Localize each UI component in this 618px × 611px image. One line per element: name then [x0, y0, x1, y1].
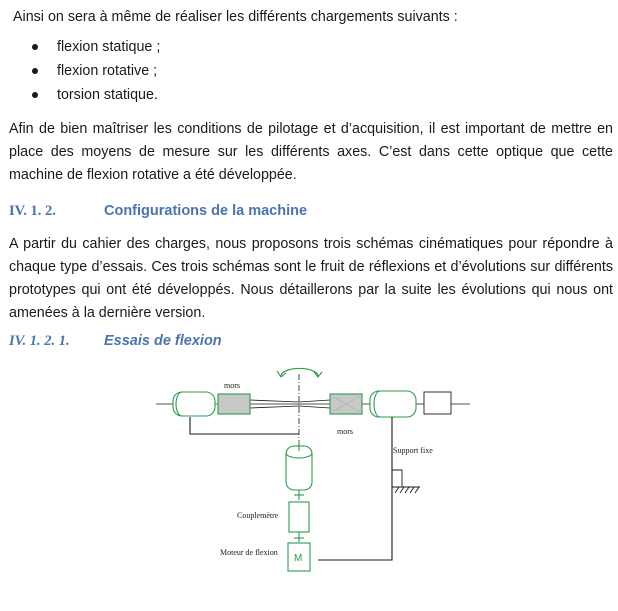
motor-symbol: M — [294, 553, 303, 564]
couplemetre-box — [289, 502, 309, 532]
label-mors-right: mors — [337, 427, 353, 436]
section-number: IV. 1. 2. — [9, 203, 56, 219]
paragraph-configurations: A partir du cahier des charges, nous proposons trois schémas cinématiques pour répondre à chaque type d’essais. Ces trois schémas sont le fruit de réflexions et d’évolutions sur différents prototypes qui ont été développés. Nous détaillerons par la suite les évolutions qui nous ont amenées à la dernière version. — [9, 236, 613, 321]
right-bearing — [370, 391, 416, 417]
section-title: Configurations de la machine — [104, 203, 308, 219]
left-mors — [218, 394, 250, 414]
subsection-heading — [9, 333, 222, 350]
vertical-bearing — [286, 441, 312, 500]
bending-test-diagram — [140, 360, 470, 575]
list-item: flexion rotative ; — [22, 59, 160, 83]
rotation-arrow-icon — [277, 368, 322, 377]
section-heading — [9, 203, 307, 220]
label-support-fixe: Support fixe — [393, 446, 433, 455]
subsection-number: IV. 1. 2. 1. — [9, 333, 70, 349]
label-couplemetre: Couplemètre — [237, 511, 279, 520]
support-fixe-symbol — [392, 470, 420, 493]
intro-text: Ainsi on sera à même de réaliser les différents chargements suivants : — [13, 9, 458, 25]
paragraph-measurement: Afin de bien maîtriser les conditions de pilotage et d’acquisition, il est important de mettre en place des moyens de mesure sur les différents axes. C’est dans cette optique que cette machine de flexion rotative a été développée. — [9, 121, 613, 183]
label-mors-left: mors — [224, 381, 240, 390]
left-bearing — [173, 392, 220, 416]
label-moteur: Moteur de flexion — [220, 548, 278, 557]
list-item: torsion statique. — [22, 83, 160, 107]
subsection-title: Essais de flexion — [104, 333, 222, 349]
list-item: flexion statique ; — [22, 35, 160, 59]
end-block — [424, 392, 451, 414]
loading-list — [22, 35, 160, 107]
